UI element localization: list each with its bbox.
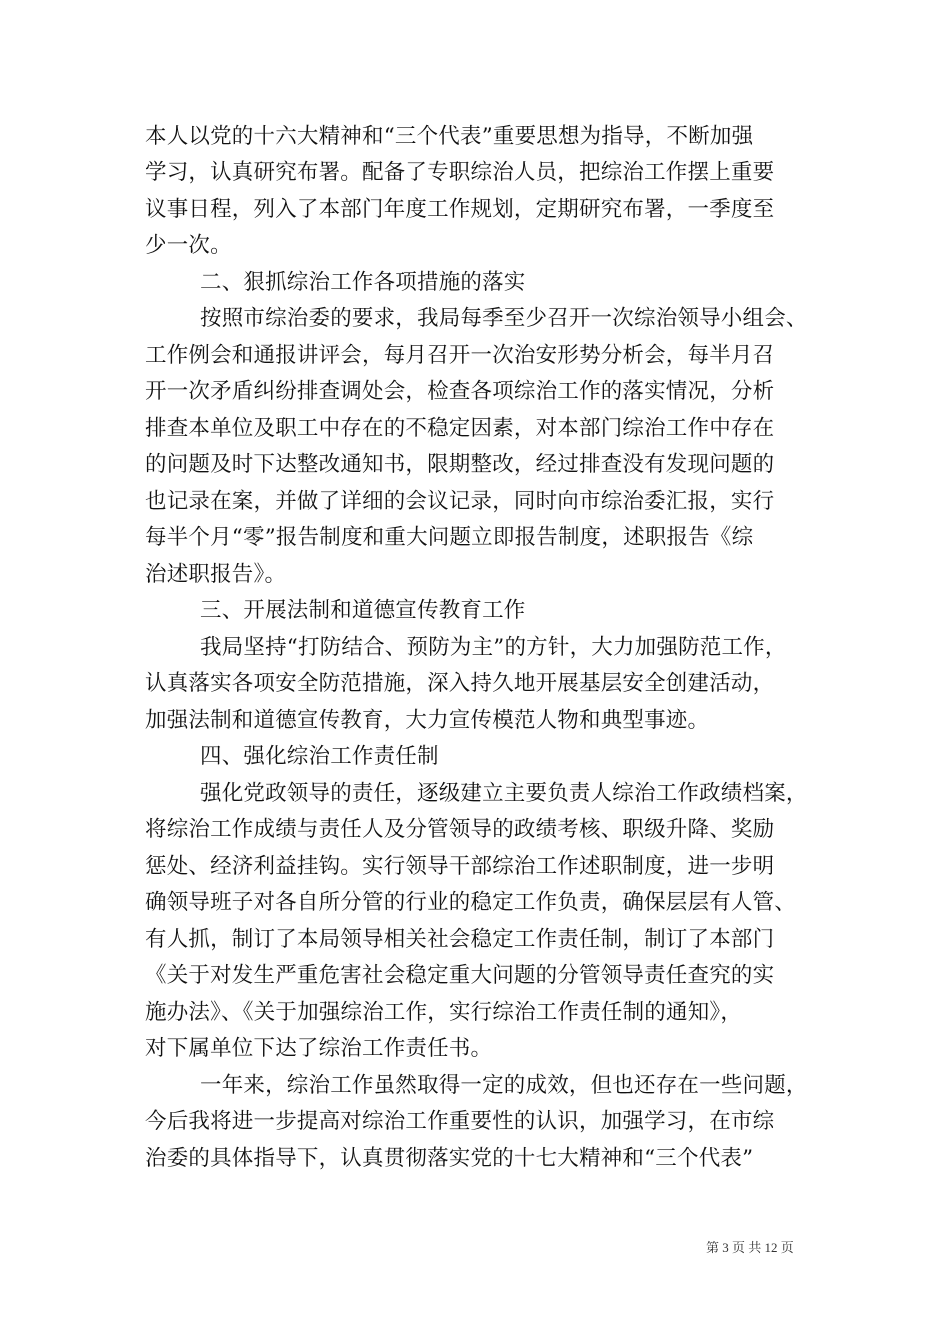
paragraph-line: 工作例会和通报讲评会，每月召开一次治安形势分析会，每半月召 <box>145 343 775 368</box>
paragraph-line: 加强法制和道德宣传教育，大力宣传模范人物和典型事迹。 <box>145 708 710 733</box>
paragraph-line: 将综治工作成绩与责任人及分管领导的政绩考核、职级升降、奖励 <box>145 817 775 842</box>
paragraph-line: 本人以党的十六大精神和“三个代表”重要思想为指导，不断加强 <box>145 124 754 149</box>
paragraph-line: 按照市综治委的要求，我局每季至少召开一次综治领导小组会、 <box>200 306 808 331</box>
paragraph-line: 对下属单位下达了综治工作责任书。 <box>145 1036 493 1061</box>
section-heading-4: 四、强化综治工作责任制 <box>200 744 439 769</box>
paragraph-line: 议事日程，列入了本部门年度工作规划，定期研究布署，一季度至 <box>145 197 775 222</box>
paragraph-line: 施办法》、《关于加强综治工作，实行综治工作责任制的通知》， <box>145 1000 743 1025</box>
paragraph-line: 治委的具体指导下，认真贯彻落实党的十七大精神和“三个代表” <box>145 1146 754 1171</box>
paragraph-line: 认真落实各项安全防范措施，深入持久地开展基层安全创建活动， <box>145 671 775 696</box>
paragraph-line: 治述职报告》。 <box>145 562 287 587</box>
paragraph-line: 确领导班子对各自所分管的行业的稳定工作负责，确保层层有人管、 <box>145 890 797 915</box>
page-number-footer: 第 3 页 共 12 页 <box>706 1240 794 1255</box>
paragraph-line: 一年来，综治工作虽然取得一定的成效，但也还存在一些问题， <box>200 1073 808 1098</box>
paragraph-line: 每半个月“零”报告制度和重大问题立即报告制度，述职报告《综 <box>145 525 754 550</box>
paragraph-line: 强化党政领导的责任，逐级建立主要负责人综治工作政绩档案， <box>200 781 808 806</box>
paragraph-line: 惩处、经济利益挂钩。实行领导干部综治工作述职制度，进一步明 <box>145 854 775 879</box>
paragraph-line: 我局坚持“打防结合、预防为主”的方针，大力加强防范工作， <box>200 635 787 660</box>
paragraph-line: 开一次矛盾纠纷排查调处会，检查各项综治工作的落实情况，分析 <box>145 379 775 404</box>
section-heading-2: 二、狠抓综治工作各项措施的落实 <box>200 270 526 295</box>
paragraph-line: 《关于对发生严重危害社会稳定重大问题的分管领导责任查究的实 <box>145 963 775 988</box>
paragraph-line: 学习，认真研究布署。配备了专职综治人员，把综治工作摆上重要 <box>145 160 775 185</box>
section-heading-3: 三、开展法制和道德宣传教育工作 <box>200 598 526 623</box>
paragraph-line: 今后我将进一步提高对综治工作重要性的认识，加强学习，在市综 <box>145 1109 775 1134</box>
paragraph-line: 排查本单位及职工中存在的不稳定因素，对本部门综治工作中存在 <box>145 416 775 441</box>
paragraph-line: 也记录在案，并做了详细的会议记录，同时向市综治委汇报，实行 <box>145 489 775 514</box>
paragraph-line: 少一次。 <box>145 233 232 258</box>
paragraph-line: 的问题及时下达整改通知书，限期整改，经过排查没有发现问题的 <box>145 452 775 477</box>
paragraph-line: 有人抓，制订了本局领导相关社会稳定工作责任制，制订了本部门 <box>145 927 775 952</box>
